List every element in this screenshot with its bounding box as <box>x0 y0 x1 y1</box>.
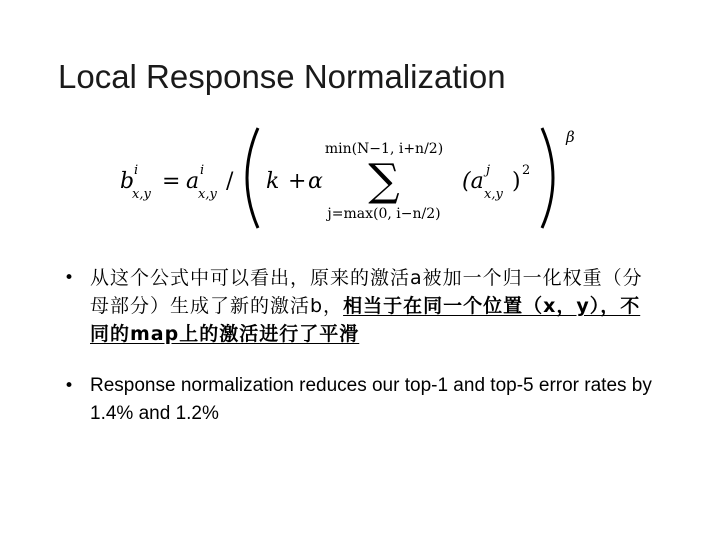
formula-right-paren <box>542 128 553 228</box>
formula-a-base: a <box>186 169 200 194</box>
formula-term-close: ) <box>512 169 521 194</box>
bullet-text-chinese-emphasis: 相当于在同一个位置（x，y），不同的map上的激活进行了平滑 <box>90 295 641 345</box>
lrn-formula <box>110 120 630 235</box>
formula-slash: / <box>226 169 234 194</box>
formula-a-sup: i <box>200 163 205 178</box>
formula-sum-symbol: ∑ <box>368 155 400 206</box>
bullet-text-chinese-plain: 从这个公式中可以看出，原来的激活a被加一个归一化权重（分母部分）生成了新的激活b， <box>90 267 643 317</box>
formula-lhs-sup: i <box>134 163 139 178</box>
formula-term-sup: j <box>486 163 491 178</box>
formula-alpha: α <box>308 169 323 194</box>
bullet-marker: • <box>64 376 75 396</box>
formula-equals: = <box>162 169 181 194</box>
formula-term-pow: 2 <box>522 163 531 178</box>
formula-beta: β <box>566 128 575 146</box>
formula-lhs-sub: x,y <box>132 187 151 202</box>
formula-svg <box>110 120 630 235</box>
bullet-text-english: Response normalization reduces our top-1 and top-5 error rates by 1.4% and 1.2% <box>90 375 652 424</box>
bullet-marker: • <box>64 268 75 288</box>
formula-term-sub: x,y <box>484 187 503 202</box>
formula-term-base: (a <box>462 169 484 194</box>
formula-a-sub: x,y <box>198 187 217 202</box>
formula-sum-lower: j=max(0, i−n/2) <box>327 206 441 222</box>
formula-k: k <box>266 169 280 194</box>
formula-sum-upper: min(N−1, i+n/2) <box>324 141 444 157</box>
formula-plus: + <box>288 169 307 194</box>
bullet-text-chinese <box>90 264 660 348</box>
formula-lhs-base: b <box>120 169 135 194</box>
slide-title: Local Response Normalization <box>58 58 506 95</box>
bullet-item-chinese <box>60 264 660 348</box>
formula-left-paren <box>247 128 258 228</box>
bullet-list <box>60 264 660 428</box>
bullet-item-english <box>60 372 660 428</box>
